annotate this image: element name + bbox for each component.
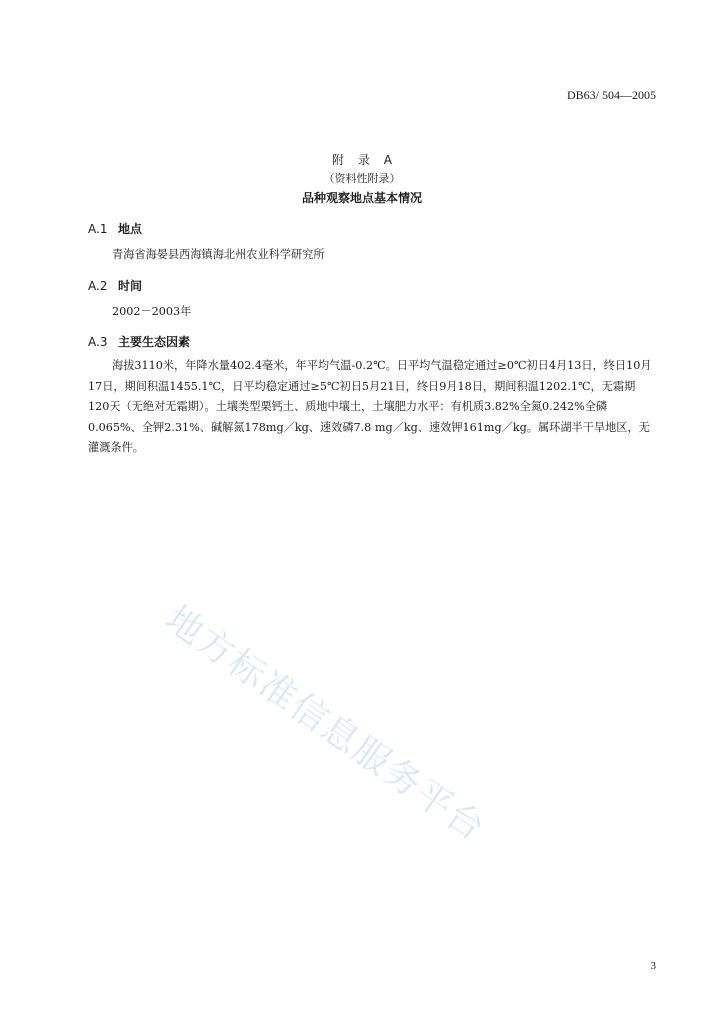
appendix-label-1: 附 [332, 153, 345, 167]
section-title: 主要生态因素 [118, 335, 191, 349]
section-heading-a1 [88, 220, 142, 237]
section-number: A.1 [88, 222, 108, 236]
section-title: 时间 [118, 279, 143, 293]
section-body-a1: 青海省海晏县西海镇海北州农业科学研究所 [112, 248, 325, 261]
watermark: 地方标准信息服务平台 [157, 598, 493, 851]
appendix-title: 品种观察地点基本情况 [301, 191, 422, 205]
section-number: A.3 [88, 335, 108, 349]
page-number: 3 [650, 960, 656, 972]
appendix-label-3: A [383, 153, 392, 167]
section-heading-a2 [88, 277, 142, 294]
appendix-label [0, 151, 724, 168]
appendix-label-2: 录 [357, 153, 370, 167]
section-body-a2: 2002－2003年 [112, 305, 192, 318]
section-body-a3: 海拔3110米，年降水量402.4毫米，年平均气温-0.2℃。日平均气温稳定通过≥0℃初日4月13日，终日10月17日，期间积温1455.1℃，日平均稳定通过≥5℃初日5月21日，终日9月18日，期间积温1202.1℃，无霜期120天（无绝对无霜期）。土壤类型栗钙土、质地中壤土，土壤肥力水平：有机质3.82%全氮0.242%全磷0.065%、全钾2.31%、碱解氮178mg／kg、速效磷7.8 mg／kg、速效钾161mg／kg。属环湖半干旱地区，无灌溉条件。 [88, 359, 652, 454]
section-heading-a3 [88, 333, 190, 350]
standard-code: DB63/ 504—2005 [566, 88, 656, 102]
appendix-nature: （资料性附录） [323, 172, 401, 185]
section-number: A.2 [88, 279, 108, 293]
section-title: 地点 [118, 222, 143, 236]
